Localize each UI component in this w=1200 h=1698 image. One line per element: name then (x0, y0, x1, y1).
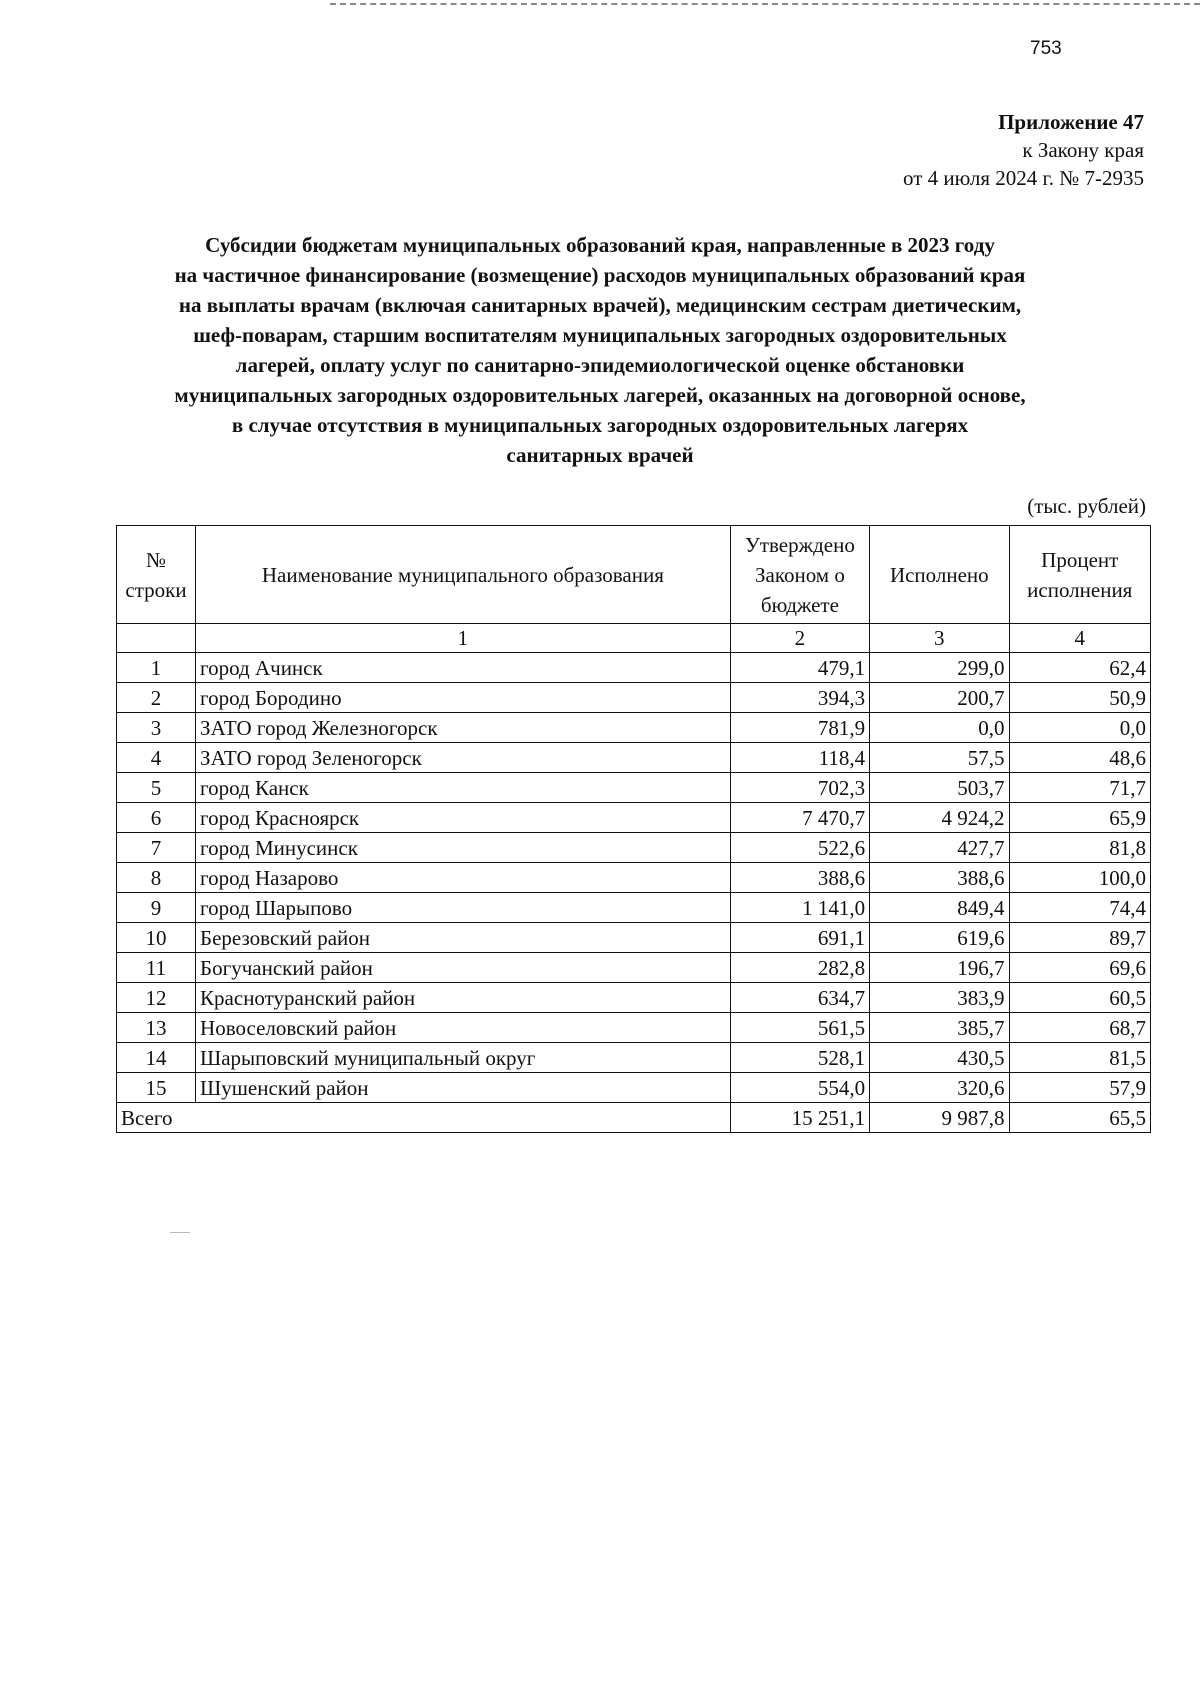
header-municipality-name: Наименование муниципального образования (196, 526, 731, 624)
cell-executed: 383,9 (870, 983, 1009, 1013)
cell-approved: 634,7 (730, 983, 869, 1013)
table-row (117, 983, 1151, 1013)
table-row (117, 1073, 1151, 1103)
cell-row-number: 4 (117, 743, 196, 773)
cell-percent: 50,9 (1009, 683, 1151, 713)
cell-percent: 100,0 (1009, 863, 1151, 893)
cell-executed: 4 924,2 (870, 803, 1009, 833)
table-row (117, 923, 1151, 953)
cell-approved: 781,9 (730, 713, 869, 743)
cell-percent: 69,6 (1009, 953, 1151, 983)
cell-percent: 89,7 (1009, 923, 1151, 953)
title-line: муниципальных загородных оздоровительных лагерей, оказанных на договорной основе, (174, 383, 1026, 407)
appendix-date: от 4 июля 2024 г. № 7-2935 (903, 166, 1144, 190)
subsidies-table (116, 525, 1151, 1133)
cell-municipality-name: Краснотуранский район (196, 983, 731, 1013)
column-number (117, 624, 196, 653)
cell-row-number: 15 (117, 1073, 196, 1103)
table-row (117, 743, 1151, 773)
table-row (117, 773, 1151, 803)
cell-row-number: 12 (117, 983, 196, 1013)
cell-percent: 62,4 (1009, 653, 1151, 683)
column-number: 2 (730, 624, 869, 653)
cell-percent: 48,6 (1009, 743, 1151, 773)
cell-row-number: 13 (117, 1013, 196, 1043)
table-row (117, 653, 1151, 683)
page-number: 753 (1030, 38, 1062, 59)
cell-municipality-name: город Назарово (196, 863, 731, 893)
title-line: на выплаты врачам (включая санитарных врачей), медицинским сестрам диетическим, (178, 293, 1022, 317)
scan-top-rule (330, 3, 1200, 5)
column-number: 4 (1009, 624, 1151, 653)
table-header-row (117, 526, 1151, 624)
cell-executed: 299,0 (870, 653, 1009, 683)
cell-executed: 320,6 (870, 1073, 1009, 1103)
cell-executed: 503,7 (870, 773, 1009, 803)
cell-percent: 71,7 (1009, 773, 1151, 803)
cell-municipality-name: ЗАТО город Зеленогорск (196, 743, 731, 773)
cell-approved: 479,1 (730, 653, 869, 683)
appendix-header (903, 108, 1144, 192)
cell-municipality-name: город Красноярск (196, 803, 731, 833)
header-executed: Исполнено (870, 526, 1009, 624)
header-approved: Утверждено Законом о бюджете (730, 526, 869, 624)
cell-municipality-name: город Канск (196, 773, 731, 803)
cell-executed: 385,7 (870, 1013, 1009, 1043)
document-title (100, 230, 1100, 470)
cell-percent: 74,4 (1009, 893, 1151, 923)
cell-municipality-name: Шарыповский муниципальный округ (196, 1043, 731, 1073)
table-row (117, 713, 1151, 743)
table-row (117, 893, 1151, 923)
cell-percent: 68,7 (1009, 1013, 1151, 1043)
cell-row-number: 3 (117, 713, 196, 743)
cell-approved: 691,1 (730, 923, 869, 953)
table-row (117, 863, 1151, 893)
cell-row-number: 8 (117, 863, 196, 893)
table-row (117, 683, 1151, 713)
title-line: на частичное финансирование (возмещение) расходов муниципальных образований края (174, 263, 1026, 287)
cell-municipality-name: город Бородино (196, 683, 731, 713)
cell-executed: 0,0 (870, 713, 1009, 743)
cell-approved: 1 141,0 (730, 893, 869, 923)
appendix-title: Приложение 47 (998, 110, 1144, 134)
table-row (117, 803, 1151, 833)
cell-row-number: 2 (117, 683, 196, 713)
table-row (117, 953, 1151, 983)
cell-approved: 528,1 (730, 1043, 869, 1073)
cell-row-number: 5 (117, 773, 196, 803)
column-number: 3 (870, 624, 1009, 653)
cell-executed: 388,6 (870, 863, 1009, 893)
cell-municipality-name: Березовский район (196, 923, 731, 953)
cell-municipality-name: Богучанский район (196, 953, 731, 983)
cell-executed: 619,6 (870, 923, 1009, 953)
appendix-law-ref: к Закону края (1022, 138, 1144, 162)
cell-municipality-name: город Шарыпово (196, 893, 731, 923)
cell-executed: 849,4 (870, 893, 1009, 923)
cell-percent: 81,8 (1009, 833, 1151, 863)
title-line: санитарных врачей (506, 443, 694, 467)
cell-executed: 427,7 (870, 833, 1009, 863)
units-label: (тыс. рублей) (1027, 494, 1146, 518)
cell-approved: 7 470,7 (730, 803, 869, 833)
cell-executed: 196,7 (870, 953, 1009, 983)
cell-percent: 57,9 (1009, 1073, 1151, 1103)
cell-municipality-name: город Ачинск (196, 653, 731, 683)
table-row (117, 1043, 1151, 1073)
cell-row-number: 9 (117, 893, 196, 923)
cell-approved: 394,3 (730, 683, 869, 713)
cell-approved: 561,5 (730, 1013, 869, 1043)
title-line: в случае отсутствия в муниципальных загородных оздоровительных лагерях (231, 413, 969, 437)
cell-approved: 522,6 (730, 833, 869, 863)
cell-approved: 282,8 (730, 953, 869, 983)
title-line: Субсидии бюджетам муниципальных образований края, направленные в 2023 году (205, 233, 995, 257)
table-total-row (117, 1103, 1151, 1133)
total-label: Всего (117, 1103, 731, 1133)
cell-executed: 200,7 (870, 683, 1009, 713)
cell-row-number: 6 (117, 803, 196, 833)
cell-approved: 388,6 (730, 863, 869, 893)
scan-mark (170, 1232, 190, 1233)
table-body (117, 653, 1151, 1103)
header-percent: Процент исполнения (1009, 526, 1151, 624)
column-number-row (117, 624, 1151, 653)
cell-percent: 81,5 (1009, 1043, 1151, 1073)
cell-executed: 57,5 (870, 743, 1009, 773)
header-row-number: № строки (117, 526, 196, 624)
cell-row-number: 7 (117, 833, 196, 863)
title-line: шеф-поварам, старшим воспитателям муниципальных загородных оздоровительных (193, 323, 1007, 347)
cell-row-number: 1 (117, 653, 196, 683)
cell-municipality-name: ЗАТО город Железногорск (196, 713, 731, 743)
cell-percent: 0,0 (1009, 713, 1151, 743)
table-row (117, 1013, 1151, 1043)
cell-executed: 430,5 (870, 1043, 1009, 1073)
table-row (117, 833, 1151, 863)
cell-percent: 65,9 (1009, 803, 1151, 833)
total-executed: 9 987,8 (870, 1103, 1009, 1133)
column-number: 1 (196, 624, 731, 653)
cell-row-number: 14 (117, 1043, 196, 1073)
cell-approved: 118,4 (730, 743, 869, 773)
total-approved: 15 251,1 (730, 1103, 869, 1133)
cell-percent: 60,5 (1009, 983, 1151, 1013)
cell-row-number: 11 (117, 953, 196, 983)
cell-approved: 702,3 (730, 773, 869, 803)
cell-municipality-name: город Минусинск (196, 833, 731, 863)
cell-municipality-name: Новоселовский район (196, 1013, 731, 1043)
title-line: лагерей, оплату услуг по санитарно-эпидемиологической оценке обстановки (235, 353, 965, 377)
cell-municipality-name: Шушенский район (196, 1073, 731, 1103)
cell-approved: 554,0 (730, 1073, 869, 1103)
total-percent: 65,5 (1009, 1103, 1151, 1133)
cell-row-number: 10 (117, 923, 196, 953)
